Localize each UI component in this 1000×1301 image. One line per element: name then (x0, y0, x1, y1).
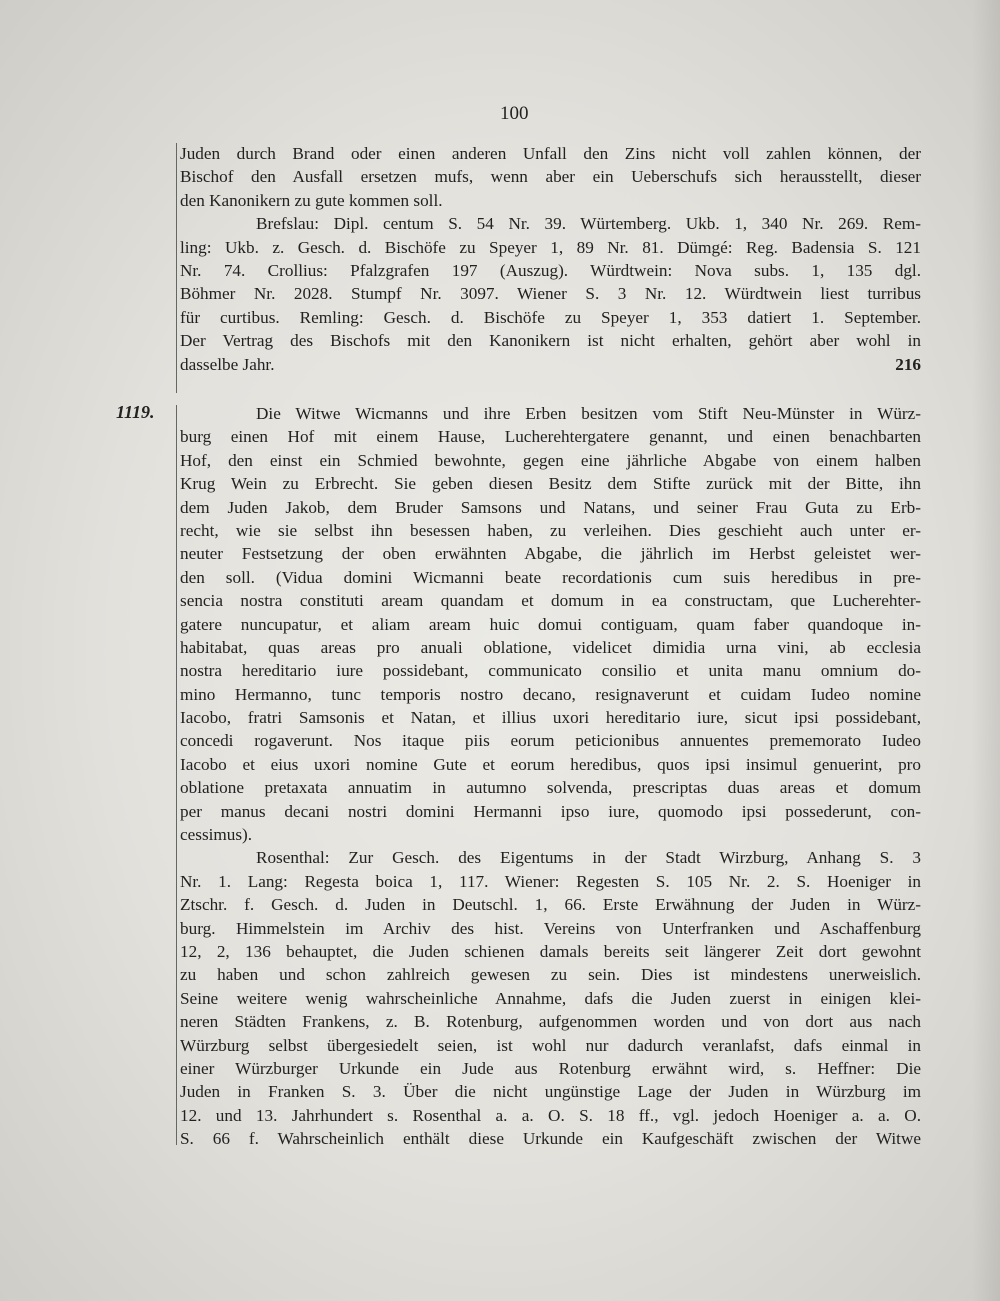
text-line: für curtibus. Remling: Gesch. d. Bischöfe zu Speyer 1, 353 datiert 1. September. (180, 307, 921, 327)
text-line: Seine weitere wenig wahrscheinliche Annahme, dafs die Juden zuerst in einigen klei- (180, 988, 921, 1008)
text-line: burg einen Hof mit einem Hause, Lucherehtergatere genannt, und einen benachbarten (180, 427, 921, 447)
text-line: burg. Himmelstein im Archiv des hist. Vereins von Unterfranken und Aschaffenburg (180, 918, 921, 938)
margin-rule-bottom (176, 405, 177, 1145)
text-line: Ztschr. f. Gesch. d. Juden in Deutschl. 1, 66. Erste Erwähnung der Juden in Würz- (180, 895, 921, 915)
text-line: Iacobo, fratri Samsonis et Natan, et illius uxori hereditario iure, sicut ipsi possidebant, (180, 708, 921, 728)
text-line: per manus decani nostri domini Hermanni ipso iure, quomodo ipsi possederunt, con- (180, 801, 921, 821)
text-line: sencia nostra constituti aream quandam et domum in ea constructam, que Lucherehter- (180, 591, 921, 611)
entry-year-number: 1119. (116, 402, 155, 422)
text-line: Der Vertrag des Bischofs mit den Kanonikern ist nicht erhalten, gehört aber wohl in (180, 331, 921, 351)
text-line: oblatione pretaxata annuatim in autumno solvenda, prescriptas duas areas et domum (180, 778, 921, 798)
page-edge-shadow (972, 0, 1000, 1301)
text-line: ling: Ukb. z. Gesch. d. Bischöfe zu Speyer 1, 89 Nr. 81. Dümgé: Reg. Badensia S. 121 (180, 237, 921, 257)
margin-rule-top (176, 143, 177, 393)
text-line: Brefslau: Dipl. centum S. 54 Nr. 39. Würtemberg. Ukb. 1, 340 Nr. 269. Rem- (256, 214, 921, 234)
text-line-with-register (180, 353, 921, 376)
text-line: zu haben und schon zahlreich gewesen zu sein. Dies ist mindestens unerweislich. (180, 965, 921, 985)
register-number: 216 (895, 354, 921, 374)
text-line: concedi rogaverunt. Nos itaque piis eorum peticionibus annuentes prememorato Iudeo (180, 731, 921, 751)
text-line: neuter Festsetzung der oben erwähnten Abgabe, die jährlich im Herbst geleistet wer- (180, 544, 921, 564)
text-line: recht, wie sie selbst ihn besessen haben, zu verleihen. Dies geschieht auch unter er- (180, 520, 921, 540)
text-line: den Kanonikern zu gute kommen soll. (180, 190, 443, 210)
text-line: Nr. 74. Crollius: Pfalzgrafen 197 (Auszug). Würdtwein: Nova subs. 1, 135 dgl. (180, 260, 921, 280)
text-line: Hof, den einst ein Schmied bewohnte, gegen eine jährliche Abgabe von einem halben (180, 450, 921, 470)
text-line: Juden durch Brand oder einen anderen Unfall den Zins nicht voll zahlen können, der (180, 144, 921, 163)
text-line: Bischof den Ausfall ersetzen mufs, wenn aber ein Ueberschufs sich herausstellt, dieser (180, 167, 921, 187)
text-line: mino Hermanno, tunc temporis nostro decano, resignaverunt et cuidam Iudeo nomine (180, 684, 921, 704)
text-line: nostra hereditario iure possidebant, communicato consilio et unita manu omnium do- (180, 661, 921, 681)
text-line: neren Städten Frankens, z. B. Rotenburg, aufgenommen worden und von dort aus nach (180, 1012, 921, 1032)
text-line: gatere nuncupatur, et aliam aream huic domui contiguam, quam faber quandoque in- (180, 614, 921, 634)
text-line: cessimus). (180, 825, 253, 845)
text-line: Iacobo et eius uxori nomine Gute et eorum heredibus, quos ipsi insimul genuerint, pro (180, 754, 921, 774)
text-block-continuation (180, 142, 921, 376)
text-line: Würzburg selbst übergesiedelt seien, ist wohl nur dadurch veranlafst, dafs einmal in (180, 1035, 921, 1055)
text-line: einer Würzburger Urkunde ein Jude aus Rotenburg erwähnt wird, s. Heffner: Die (180, 1058, 921, 1078)
text-line: 12. und 13. Jahrhundert s. Rosenthal a. a. O. S. 18 ff., vgl. jedoch Hoeniger a. a. O. (180, 1105, 921, 1125)
text-line: Böhmer Nr. 2028. Stumpf Nr. 3097. Wiener S. 3 Nr. 12. Würdtwein liest turribus (180, 284, 921, 304)
text-line: Nr. 1. Lang: Regesta boica 1, 117. Wiener: Regesten S. 105 Nr. 2. S. Hoeniger in (180, 871, 921, 891)
text-line: Die Witwe Wicmanns und ihre Erben besitzen vom Stift Neu-Münster in Würz- (256, 404, 921, 423)
text-line: Rosenthal: Zur Gesch. des Eigentums in der Stadt Wirzburg, Anhang S. 3 (256, 848, 921, 868)
text-line: S. 66 f. Wahrscheinlich enthält diese Urkunde ein Kaufgeschäft zwischen der Witwe (180, 1129, 921, 1149)
text-line: habitabat, quas areas pro anuali oblatione, videlicet dimidia urna vini, ab ecclesia (180, 637, 921, 657)
page-number: 100 (500, 103, 529, 124)
text-line: 12, 2, 136 behauptet, die Juden schienen damals bereits seit längerer Zeit dort gewohnt (180, 941, 921, 961)
text-line: dasselbe Jahr. (180, 354, 275, 374)
text-line: Krug Wein zu Erbrecht. Sie geben diesen Besitz dem Stifte zurück mit der Bitte, ihn (180, 474, 921, 494)
text-line: den soll. (Vidua domini Wicmanni beate recordationis cum suis heredibus in pre- (180, 567, 921, 587)
text-line: dem Juden Jakob, dem Bruder Samsons und Natans, und seiner Frau Guta zu Erb- (180, 497, 921, 517)
text-line: Juden in Franken S. 3. Über die nicht ungünstige Lage der Juden in Würzburg im (180, 1082, 921, 1102)
text-block-entry (180, 402, 921, 1151)
